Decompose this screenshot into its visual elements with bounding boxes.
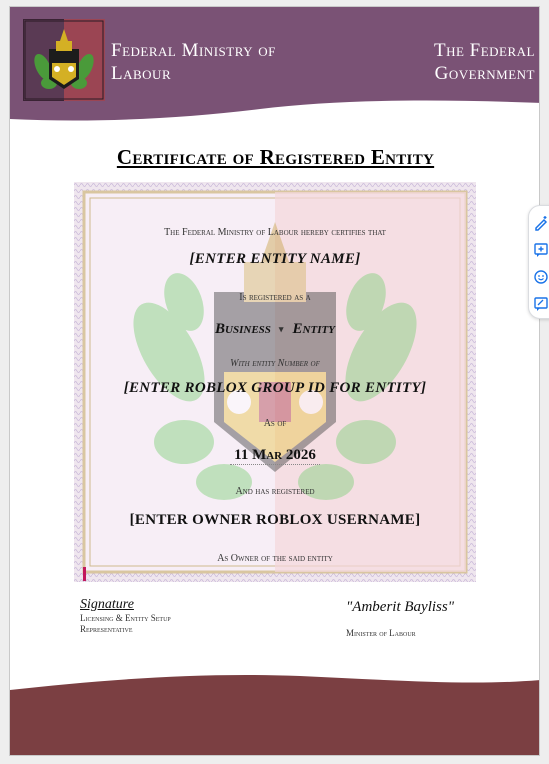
- date-row: [74, 444, 476, 465]
- entity-type-suffix: Entity: [292, 321, 335, 337]
- feedback-icon[interactable]: [533, 296, 549, 312]
- right-signature-caption: Minister of Labour: [346, 628, 416, 638]
- right-signature: "Amberit Bayliss": [346, 599, 455, 615]
- left-signature-caption-2: Representative: [80, 624, 133, 634]
- entity-type-row: [74, 318, 476, 338]
- coat-of-arms-emblem: [23, 19, 105, 101]
- left-signature-caption-1: Licensing & Entity Setup: [80, 613, 171, 623]
- certifies-text: The Federal Ministry of Labour hereby certifies that: [164, 227, 386, 238]
- government-name: [434, 39, 535, 85]
- emoji-icon[interactable]: [533, 269, 549, 285]
- registered-as-text: Is registered as a: [239, 292, 311, 303]
- edit-suggest-icon[interactable]: [533, 215, 549, 231]
- footer-banner: [10, 662, 540, 756]
- side-toolbar: [528, 205, 549, 319]
- as-of-text: As of: [263, 418, 287, 429]
- owner-username-field[interactable]: [ENTER OWNER ROBLOX USERNAME]: [129, 512, 421, 528]
- owner-caption-text: As Owner of the said entity: [217, 553, 333, 564]
- entity-number-text: With entity Number of: [230, 358, 320, 369]
- chevron-down-icon: ▾: [278, 324, 284, 334]
- add-comment-icon[interactable]: [533, 242, 549, 258]
- document-page: [9, 6, 540, 756]
- entity-type-dropdown[interactable]: [215, 321, 283, 338]
- certificate-title: Certificate of Registered Entity: [116, 145, 435, 169]
- ministry-name-line2: Labour: [111, 63, 172, 84]
- has-registered-text: And has registered: [235, 486, 315, 497]
- entity-name-field[interactable]: [ENTER ENTITY NAME]: [189, 251, 361, 267]
- government-name-line2: Government: [434, 63, 535, 84]
- entity-type-value: Business: [215, 321, 271, 337]
- ministry-name-line1: Federal Ministry of: [111, 40, 276, 61]
- ministry-name: [111, 39, 276, 85]
- left-signature: Signature: [80, 597, 134, 612]
- right-signature-block: [346, 599, 454, 639]
- left-signature-block: [80, 597, 171, 635]
- text-cursor: [83, 567, 86, 581]
- group-id-field[interactable]: [ENTER ROBLOX GROUP ID FOR ENTITY]: [123, 380, 427, 396]
- date-chip[interactable]: 11 Mar 2026: [230, 447, 320, 465]
- government-name-line1: The Federal: [433, 40, 535, 61]
- certificate-body: [74, 182, 476, 582]
